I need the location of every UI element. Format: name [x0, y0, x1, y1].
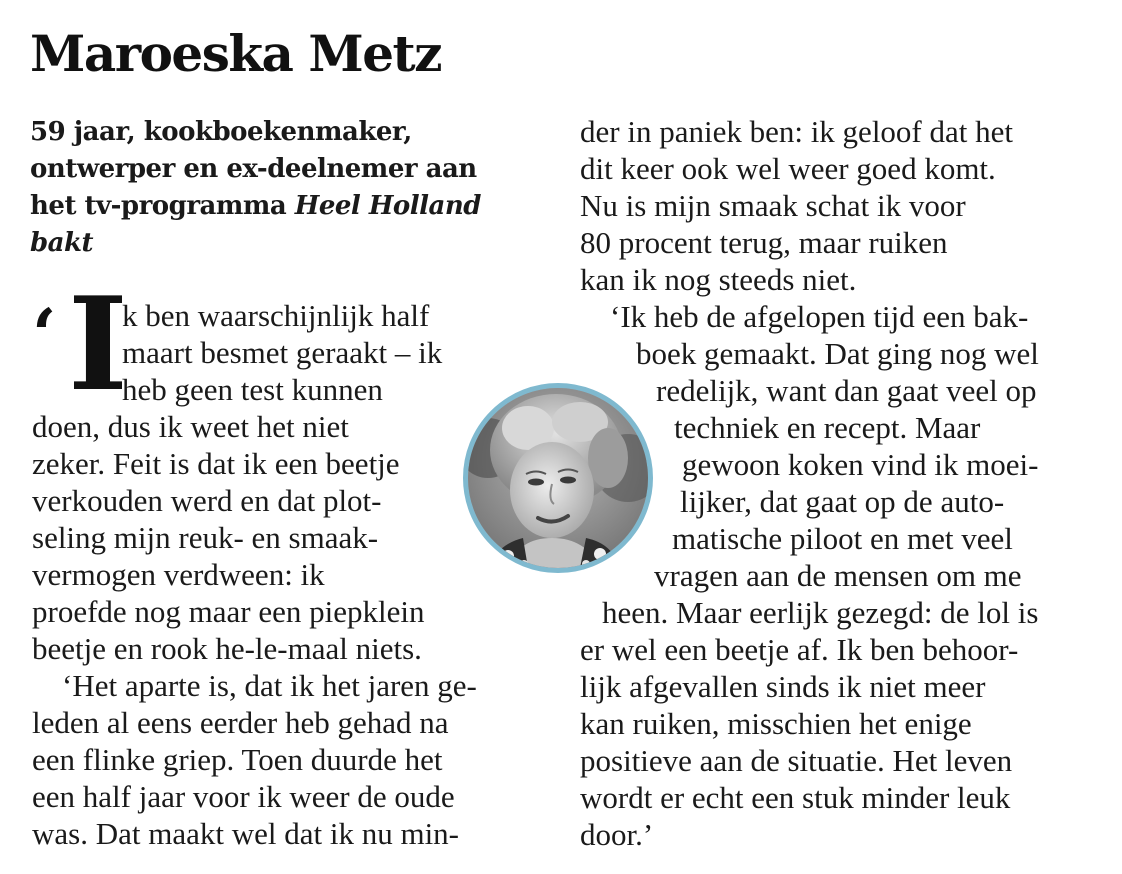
- left-line-10: beetje en rook he-le-maal niets.: [32, 631, 422, 666]
- left-line-11: ‘Het aparte is, dat ik het jaren ge-: [62, 668, 477, 703]
- right-line-16: lijk afgevallen sinds ik niet meer: [580, 669, 986, 704]
- left-line-15: was. Dat maakt wel dat ik nu min-: [32, 816, 460, 851]
- left-line-2: maart besmet geraakt – ik: [122, 335, 443, 370]
- left-line-1: k ben waarschijnlijk half: [122, 298, 430, 333]
- left-line-14: een half jaar voor ik weer de oude: [32, 779, 455, 814]
- right-line-4: 80 procent terug, maar ruiken: [580, 225, 948, 260]
- subtitle-show-name: Heel Holland: [294, 191, 481, 221]
- right-line-13: vragen aan de mensen om me: [654, 558, 1022, 593]
- right-line-17: kan ruiken, misschien het enige: [580, 706, 972, 741]
- article-title: Maroeska Metz: [30, 24, 441, 83]
- right-line-10: gewoon koken vind ik moei-: [682, 447, 1039, 482]
- right-line-2: dit keer ook wel weer goed komt.: [580, 151, 996, 186]
- left-line-13: een flinke griep. Toen duurde het: [32, 742, 443, 777]
- right-line-14: heen. Maar eerlijk gezegd: de lol is: [602, 595, 1039, 630]
- right-line-15: er wel een beetje af. Ik ben behoor-: [580, 632, 1019, 667]
- subtitle-line-3: [30, 188, 481, 225]
- dropcap-quote-mark: ‘: [32, 293, 57, 376]
- left-line-5: zeker. Feit is dat ik een beetje: [32, 446, 400, 481]
- right-line-6: ‘Ik heb de afgelopen tijd een bak-: [610, 299, 1029, 334]
- right-line-20: door.’: [580, 817, 654, 852]
- right-line-11: lijker, dat gaat op de auto-: [680, 484, 1005, 519]
- right-line-19: wordt er echt een stuk minder leuk: [580, 780, 1011, 815]
- left-line-3: heb geen test kunnen: [122, 372, 383, 407]
- right-line-12: matische piloot en met veel: [672, 521, 1013, 556]
- left-line-4: doen, dus ik weet het niet: [32, 409, 349, 444]
- subtitle-line-1: 59 jaar, kookboekenmaker,: [30, 117, 412, 147]
- right-line-18: positieve aan de situatie. Het leven: [580, 743, 1013, 778]
- left-line-6: verkouden werd en dat plot-: [32, 483, 382, 518]
- subtitle-line-4: bakt: [30, 228, 94, 258]
- left-line-12: leden al eens eerder heb gehad na: [32, 705, 449, 740]
- dropcap-letter: I: [68, 270, 128, 420]
- left-line-8: vermogen verdween: ik: [32, 557, 325, 592]
- right-line-3: Nu is mijn smaak schat ik voor: [580, 188, 966, 223]
- right-line-8: redelijk, want dan gaat veel op: [656, 373, 1037, 408]
- left-line-9: proefde nog maar een piepklein: [32, 594, 425, 629]
- portrait-illustration: [468, 388, 648, 568]
- right-line-5: kan ik nog steeds niet.: [580, 262, 857, 297]
- left-line-7: seling mijn reuk- en smaak-: [32, 520, 379, 555]
- right-line-7: boek gemaakt. Dat ging nog wel: [636, 336, 1039, 371]
- subtitle-line-2: ontwerper en ex-deelnemer aan: [30, 154, 477, 184]
- right-line-9: techniek en recept. Maar: [674, 410, 981, 445]
- right-line-1: der in paniek ben: ik geloof dat het: [580, 114, 1014, 149]
- portrait-photo: [463, 383, 653, 573]
- subtitle-line-3-plain: het tv-programma: [30, 191, 295, 221]
